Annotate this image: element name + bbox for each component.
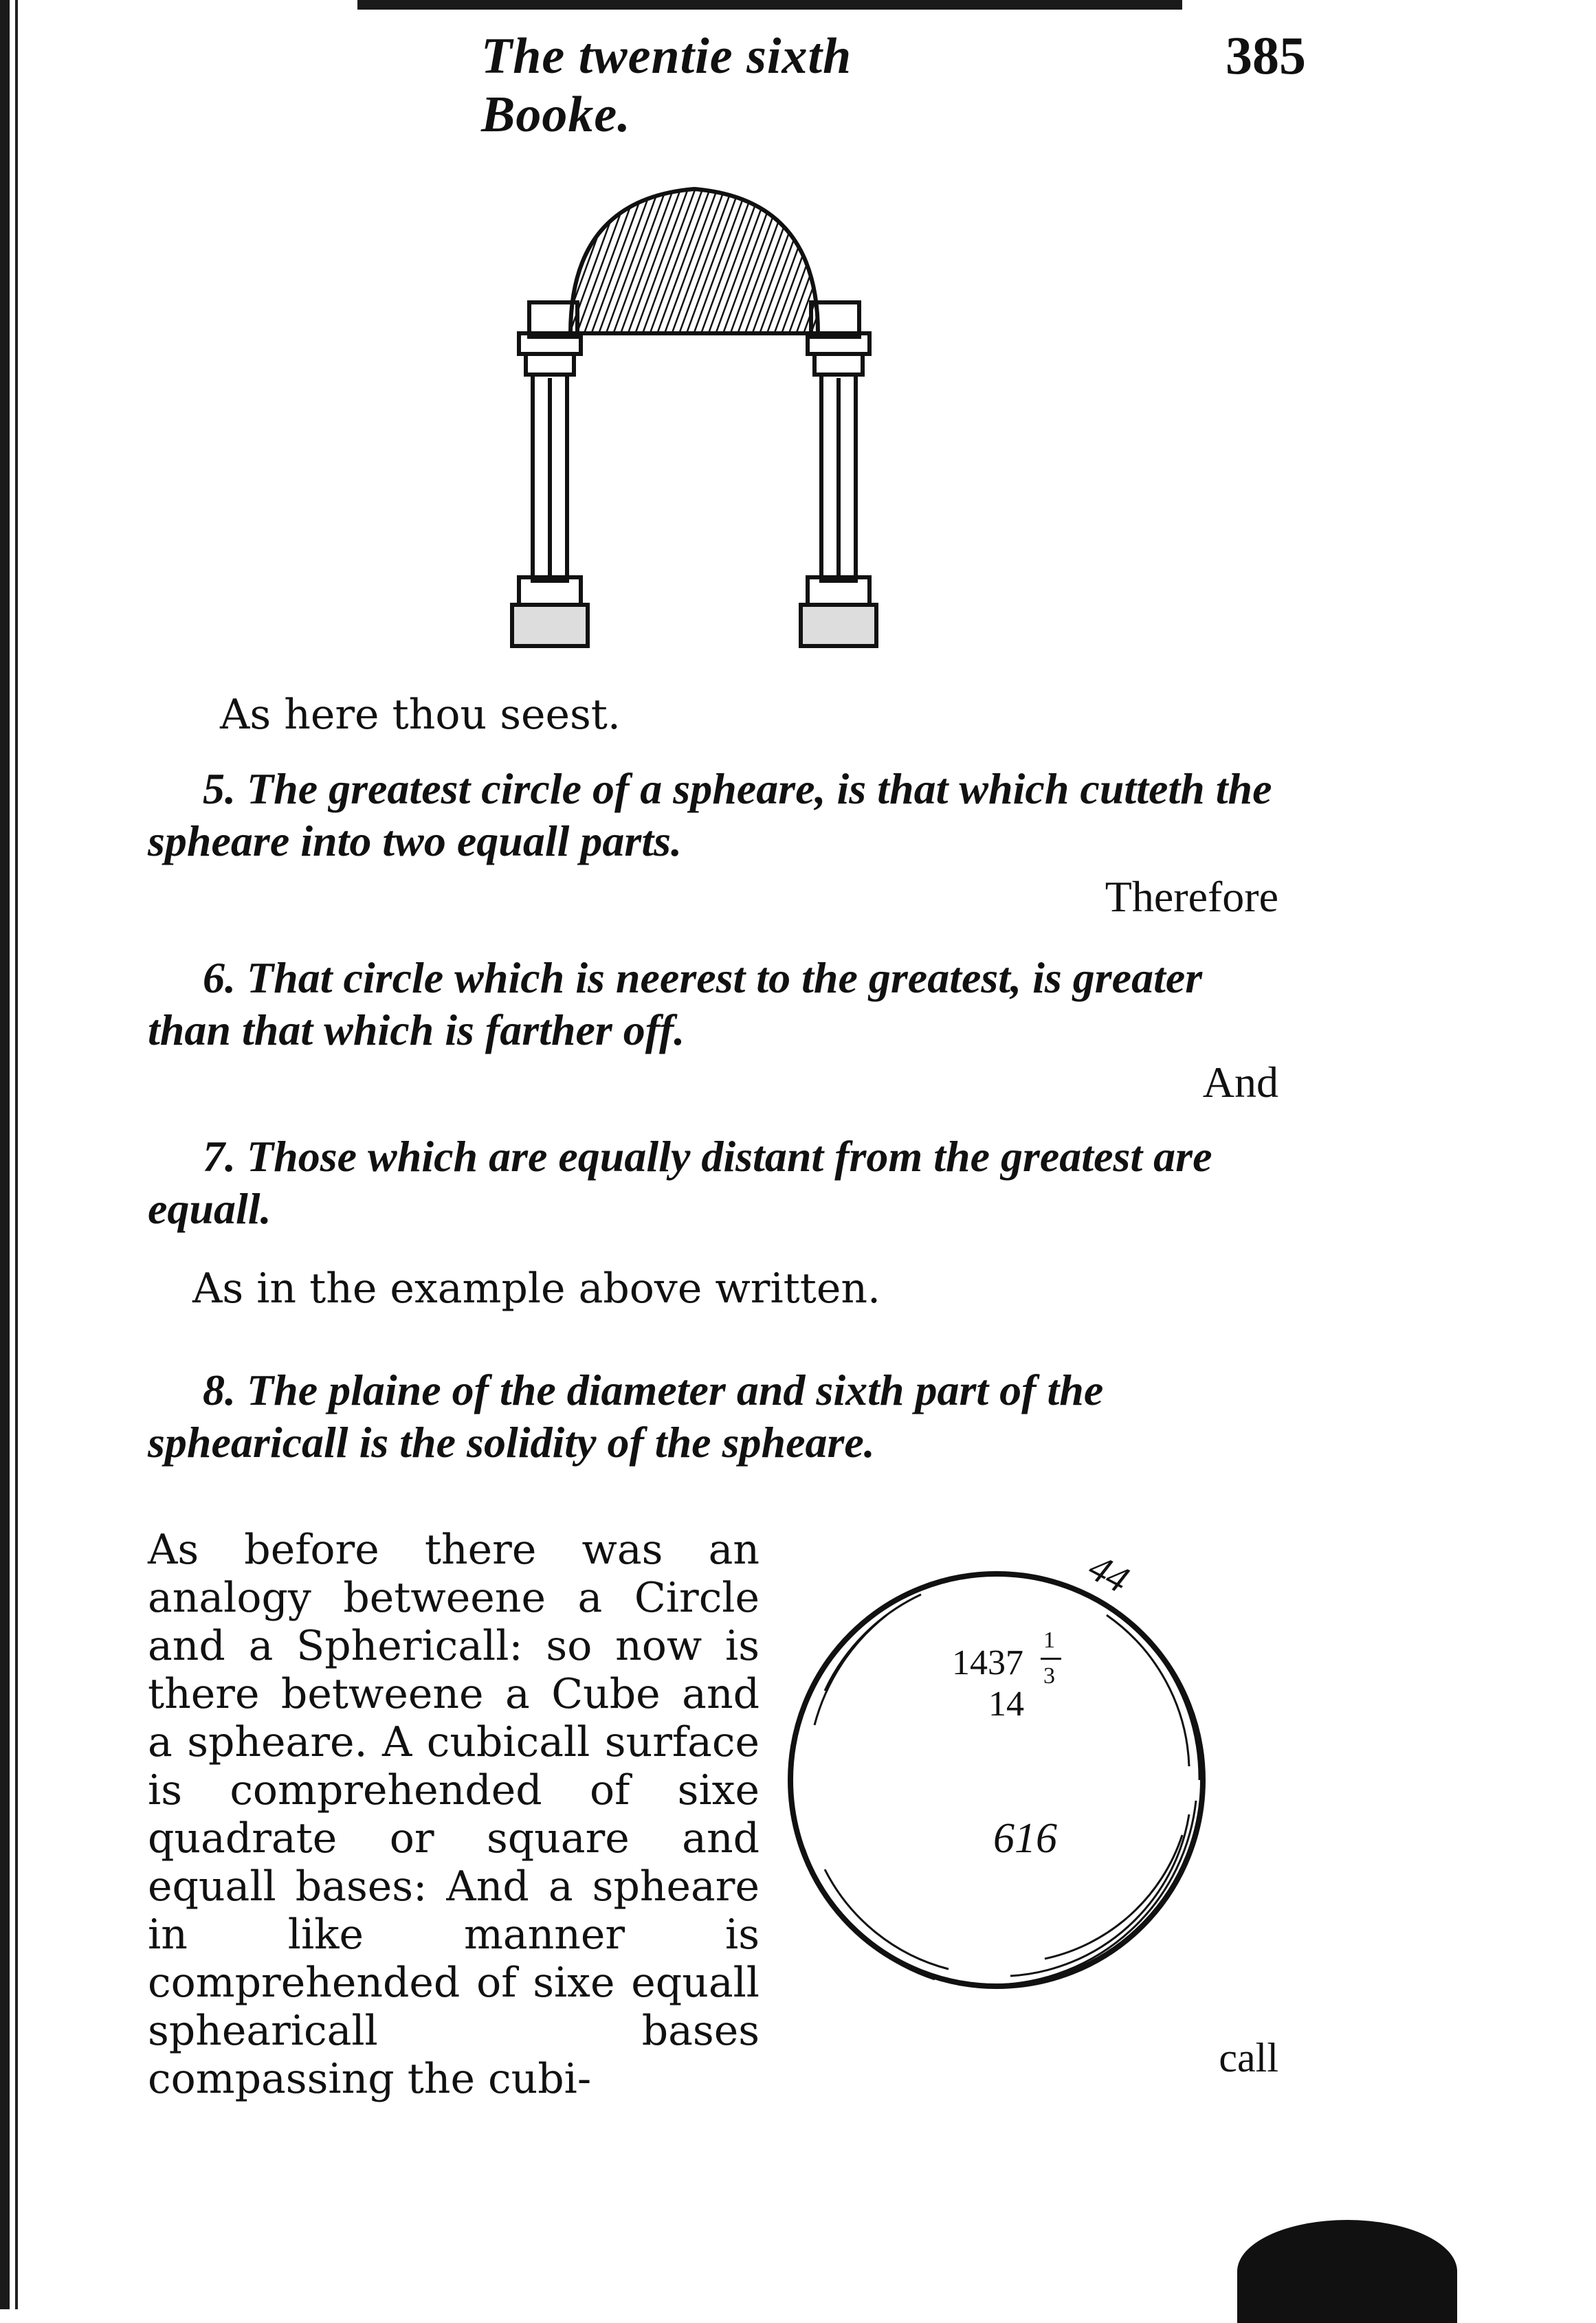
page-edge-line — [15, 0, 18, 2309]
sphere-label-circumference: 44 — [1081, 1546, 1136, 1602]
arch-caption: As here thou seest. — [220, 691, 621, 739]
example-note: As in the example above written. — [192, 1265, 881, 1313]
sphere-illustration — [784, 1540, 1223, 2021]
ink-blot — [1237, 2220, 1457, 2323]
catchword-call: call — [1219, 2035, 1278, 2080]
sphere-label-solidity: 1437 — [952, 1643, 1023, 1682]
catchword-therefore: Therefore — [1105, 872, 1278, 921]
sphere-label-surface: 616 — [993, 1815, 1057, 1862]
sphere-label-diameter: 14 — [988, 1685, 1024, 1724]
top-edge-shadow — [357, 0, 1182, 10]
catchword-and: And — [1202, 1058, 1278, 1107]
fraction-bar — [1041, 1658, 1061, 1660]
arch-illustration — [481, 172, 907, 653]
proposition-7: 7. Those which are equally distant from the greatest are equall. — [148, 1132, 1212, 1233]
arch-dome — [570, 189, 818, 333]
proposition-6: 6. That circle which is neerest to the greatest, is greater than that which is farther off. — [148, 953, 1203, 1054]
proposition-5: 5. The greatest circle of a spheare, is that which cutteth the spheare into two equall parts. — [148, 764, 1272, 865]
proposition-8: 8. The plaine of the diameter and sixth part of the sphearicall is the solidity of the spheare. — [148, 1366, 1104, 1467]
right-column — [801, 302, 876, 646]
left-column — [512, 302, 588, 646]
sphere-label-fraction-denominator: 3 — [1043, 1663, 1055, 1689]
analogy-paragraph: As before there was an analogy betweene a Circle and a Sphericall: so now is there betweene a Cube and a spheare. A cubicall surface is comprehended of sixe quadrate or square and equall bases: And a spheare in like manner is comprehended of sixe equall sphearicall bases compassing the cubi- — [148, 1526, 760, 2103]
page-edge-shadow — [0, 0, 10, 2309]
page-number: 385 — [1226, 25, 1306, 85]
running-title: The twentie sixth Booke. — [481, 28, 852, 143]
sphere-label-fraction-numerator: 1 — [1043, 1627, 1055, 1653]
